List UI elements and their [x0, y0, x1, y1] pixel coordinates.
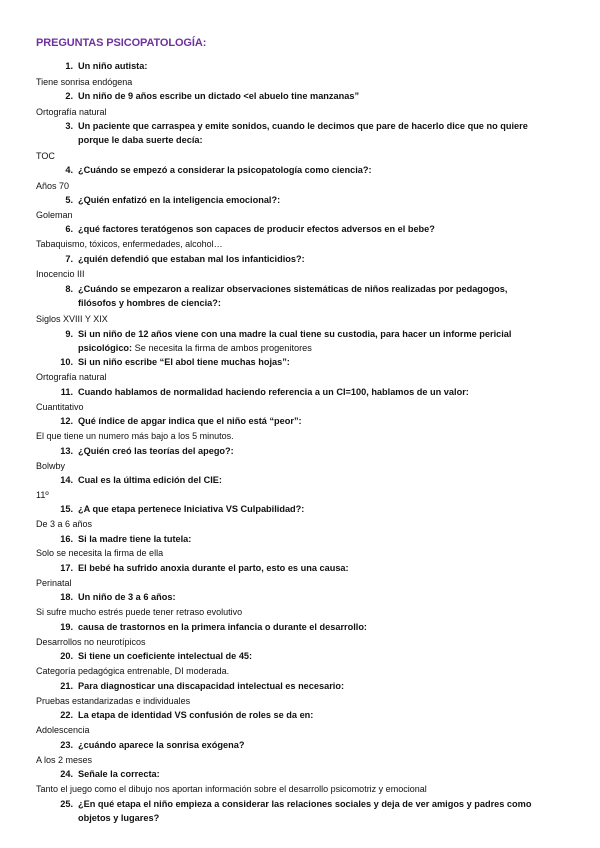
question-10: 10. Si un niño escribe “El abol tiene muchas hojas”:: [60, 357, 290, 367]
question-11: 11. Cuando hablamos de normalidad haciendo referencia a un CI=100, hablamos de un valor:: [60, 387, 469, 397]
document-title: PREGUNTAS PSICOPATOLOGÍA:: [36, 37, 207, 49]
answer-7: Inocencio III: [36, 269, 85, 279]
question-1: 1. Un niño autista:: [65, 61, 148, 71]
question-16: 16. Si la madre tiene la tutela:: [60, 534, 192, 544]
answer-3: TOC: [36, 151, 55, 161]
answer-20: Categoría pedagógica entrenable, DI moderada.: [36, 666, 230, 676]
answer-2: Ortografía natural: [36, 107, 107, 117]
question-2: 2. Un niño de 9 años escribe un dictado <el abuelo tine manzanas”: [65, 91, 360, 101]
answer-23: A los 2 meses: [36, 755, 93, 765]
answer-1: Tiene sonrisa endógena: [36, 77, 133, 87]
question-15: 15. ¿A que etapa pertenece Iniciativa VS Culpabilidad?:: [60, 504, 305, 514]
question-8: 8. ¿Cuándo se empezaron a realizar observaciones sistemáticas de niños realizadas por pedagogos, filósofos y hombres de ciencia?:: [65, 284, 508, 308]
question-3: 3. Un paciente que carraspea y emite sonidos, cuando le decimos que pare de hacerlo dice que no quiere porque le daba suerte decía:: [65, 121, 528, 145]
answer-5: Goleman: [36, 210, 73, 220]
question-19: 19. causa de trastornos en la primera infancia o durante el desarrollo:: [60, 622, 367, 632]
question-22: 22. La etapa de identidad VS confusión de roles se da en:: [60, 710, 314, 720]
answer-24: Tanto el juego como el dibujo nos aportan información sobre el desarrollo psicomotriz y emocional: [36, 784, 427, 794]
answer-10: Ortografía natural: [36, 372, 107, 382]
question-23: 23. ¿cuándo aparece la sonrisa exógena?: [60, 740, 245, 750]
question-20: 20. Si tiene un coeficiente intelectual de 45:: [60, 651, 253, 661]
answer-14: 11º: [36, 490, 49, 500]
question-24: 24. Señale la correcta:: [60, 769, 160, 779]
question-25: 25. ¿En qué etapa el niño empieza a considerar las relaciones sociales y deja de ver amigos y padres como objetos y lugares?: [60, 799, 532, 823]
answer-17: Perinatal: [36, 578, 72, 588]
answer-18: Si sufre mucho estrés puede tener retraso evolutivo: [36, 607, 243, 617]
answer-15: De 3 a 6 años: [36, 519, 93, 529]
question-13: 13. ¿Quién creó las teorías del apego?:: [60, 446, 234, 456]
question-18: 18. Un niño de 3 a 6 años:: [60, 592, 176, 602]
question-4: 4. ¿Cuándo se empezó a considerar la psicopatología como ciencia?:: [65, 165, 372, 175]
answer-4: Años 70: [36, 181, 70, 191]
answer-13: Bolwby: [36, 461, 66, 471]
answer-9: Se necesita la firma de ambos progenitores: [132, 343, 312, 353]
answer-21: Pruebas estandarizadas e individuales: [36, 696, 191, 706]
question-7: 7. ¿quién defendió que estaban mal los infanticidios?:: [65, 254, 305, 264]
question-14: 14. Cual es la última edición del CIE:: [60, 475, 222, 485]
answer-12: El que tiene un numero más bajo a los 5 minutos.: [36, 431, 234, 441]
answer-11: Cuantitativo: [36, 402, 84, 412]
answer-16: Solo se necesita la firma de ella: [36, 548, 164, 558]
question-5: 5. ¿Quién enfatizó en la inteligencia emocional?:: [65, 195, 281, 205]
answer-19: Desarrollos no neurotípicos: [36, 637, 146, 647]
question-17: 17. El bebé ha sufrido anoxia durante el parto, esto es una causa:: [60, 563, 349, 573]
question-6: 6. ¿qué factores teratógenos son capaces de producir efectos adversos en el bebe?: [65, 224, 435, 234]
question-12: 12. Qué índice de apgar indica que el niño está “peor”:: [60, 416, 302, 426]
answer-6: Tabaquismo, tóxicos, enfermedades, alcohol…: [36, 239, 223, 249]
question-21: 21. Para diagnosticar una discapacidad intelectual es necesario:: [60, 681, 345, 691]
answer-22: Adolescencia: [36, 725, 90, 735]
question-9: 9. Si un niño de 12 años viene con una madre la cual tiene su custodia, para hacer un informe pericial psicológico: Se necesita la firma de ambos progenitores: [65, 329, 512, 353]
answer-8: Siglos XVIII Y XIX: [36, 314, 108, 324]
